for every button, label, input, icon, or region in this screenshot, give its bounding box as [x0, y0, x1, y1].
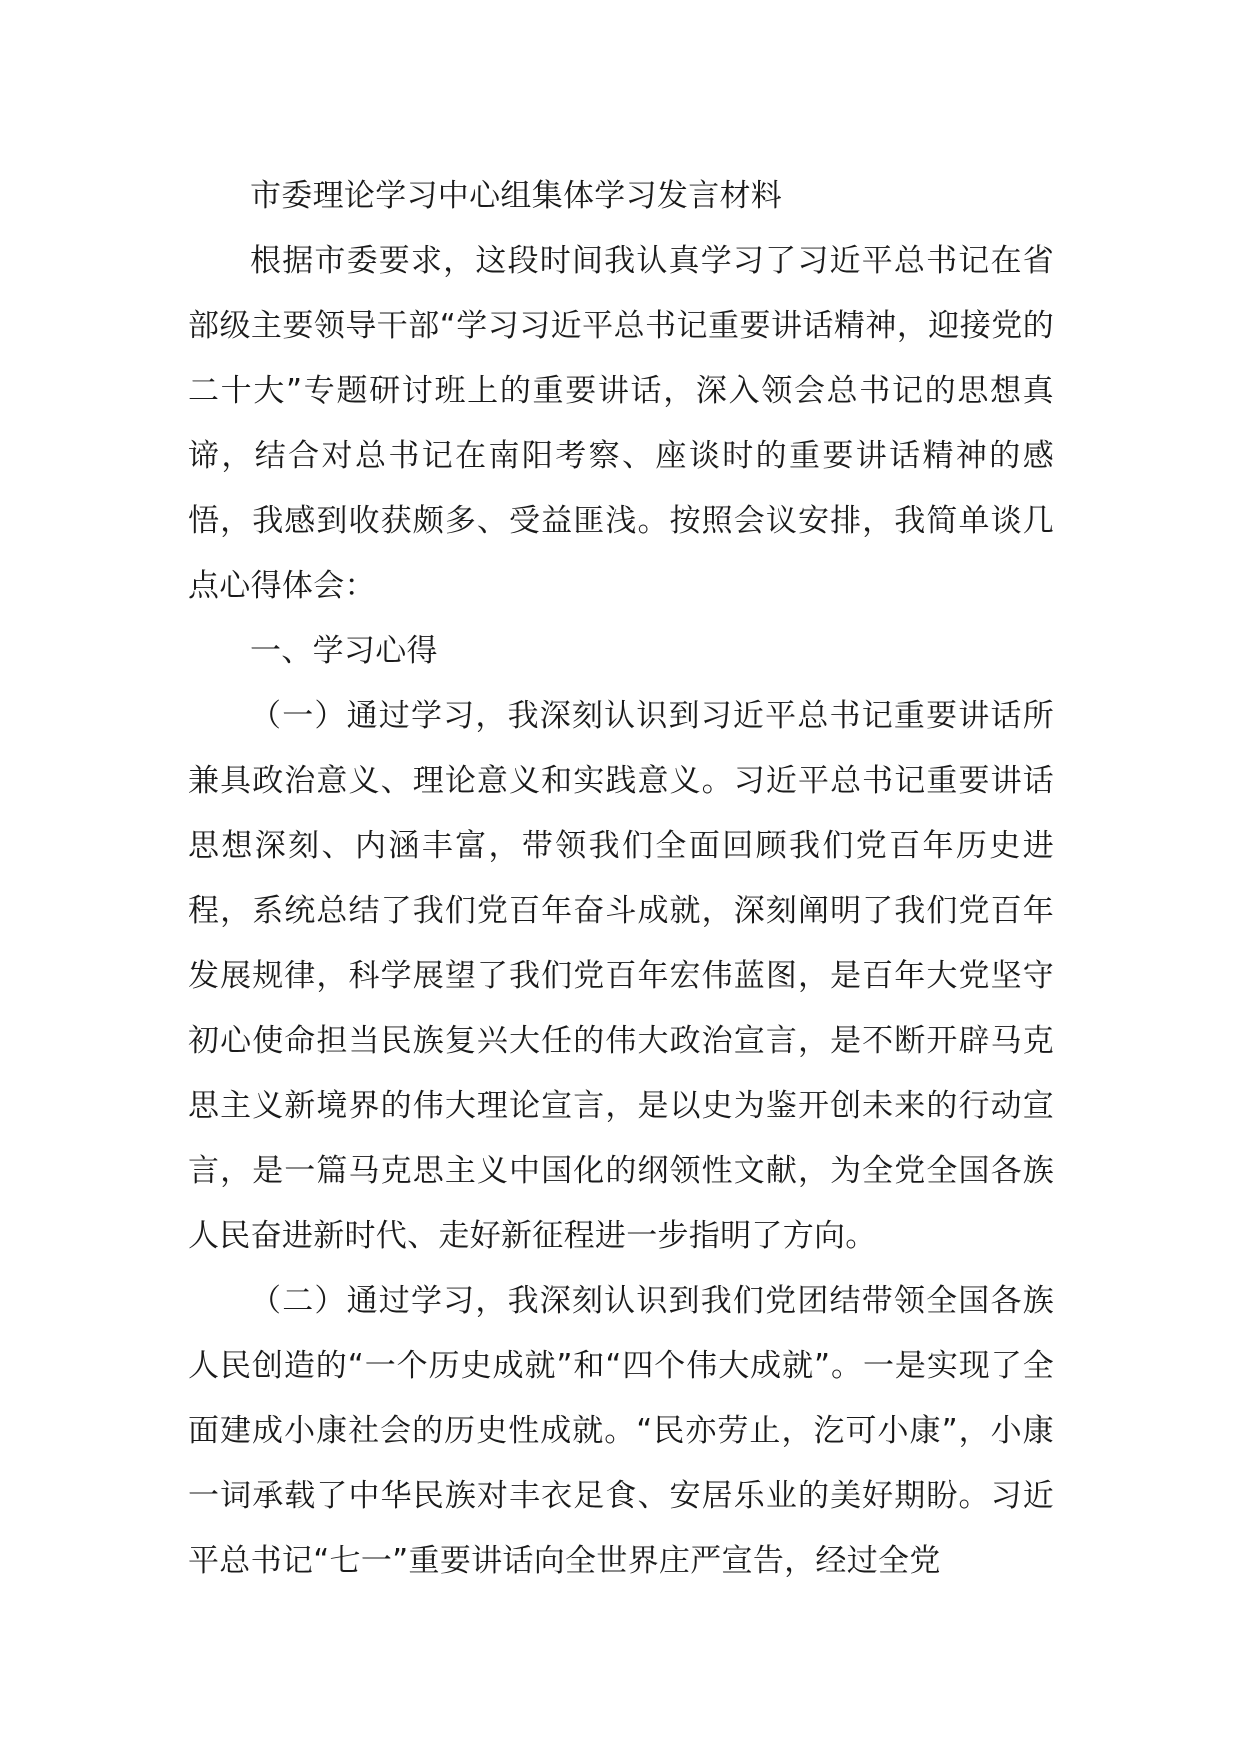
- paragraph-point-one: （一）通过学习，我深刻认识到习近平总书记重要讲话所兼具政治意义、理论意义和实践意义。习近平总书记重要讲话思想深刻、内涵丰富，带领我们全面回顾我们党百年历史进程，系统总结了我们党百年奋斗成就，深刻阐明了我们党百年发展规律，科学展望了我们党百年宏伟蓝图，是百年大党坚守初心使命担当民族复兴大任的伟大政治宣言，是不断开辟马克思主义新境界的伟大理论宣言，是以史为鉴开创未来的行动宣言，是一篇马克思主义中国化的纲领性文献，为全党全国各族人民奋进新时代、走好新征程进一步指明了方向。: [188, 698, 1054, 1254]
- document-title: 市委理论学习中心组集体学习发言材料: [250, 178, 783, 214]
- document-body: [188, 164, 1054, 1594]
- paragraph-intro: 根据市委要求，这段时间我认真学习了习近平总书记在省部级主要领导干部“学习习近平总书记重要讲话精神，迎接党的二十大”专题研讨班上的重要讲话，深入领会总书记的思想真谛，结合对总书记在南阳考察、座谈时的重要讲话精神的感悟，我感到收获颇多、受益匪浅。按照会议安排，我简单谈几点心得体会：: [188, 243, 1054, 604]
- paragraph-point-two: （二）通过学习，我深刻认识到我们党团结带领全国各族人民创造的“一个历史成就”和“四个伟大成就”。一是实现了全面建成小康社会的历史性成就。“民亦劳止，汔可小康”，小康一词承载了中华民族对丰衣足食、安居乐业的美好期盼。习近平总书记“七一”重要讲话向全世界庄严宣告，经过全党: [188, 1283, 1054, 1579]
- section-heading-study-notes: 一、学习心得: [250, 633, 438, 669]
